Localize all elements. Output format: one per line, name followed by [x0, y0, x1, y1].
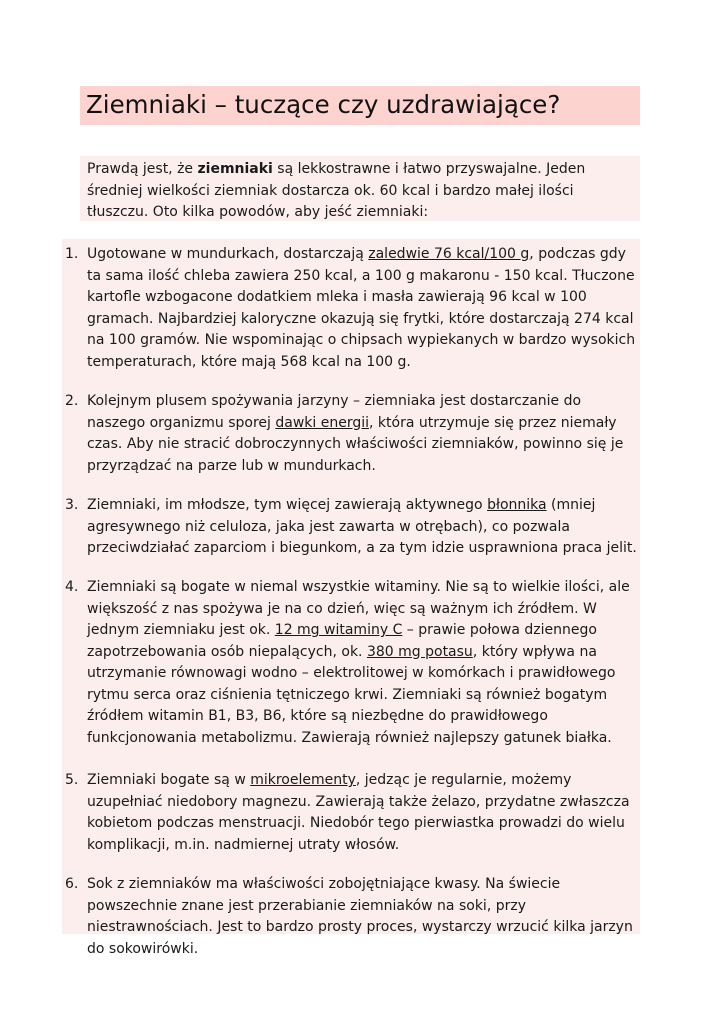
item-text-a: Ziemniaki, im młodsze, tym więcej zawierają aktywnego	[87, 497, 488, 513]
item-text-a: Sok z ziemniaków ma właściwości zobojętniające kwasy. Na świecie powszechnie znane jest przerabianie ziemniaków na soki, przy niestrawnościach. Jest to bardzo prosty proces, wystarczy wrzucić kilka jarzyn do sokowirówki.	[87, 876, 633, 957]
item-text-b: , która utrzymuje się przez niemały czas. Aby nie stracić dobroczynnych właściwości ziemniaków, powinno się je przyrządzać na parze lub w mundurkach.	[87, 414, 624, 474]
list-item-text	[87, 577, 639, 749]
item-text-a: Ugotowane w mundurkach, dostarczają	[87, 246, 369, 262]
list-item-number: 6.	[65, 876, 79, 892]
item-text-b: (mniej agresywnego niż celuloza, jaka jest zawarta w otrębach), co pozwala przeciwdziałać zaparciom i biegunkom, a za tym idzie usprawniona praca jelit.	[87, 497, 637, 556]
list-item-text	[87, 874, 639, 960]
item-text-b: – prawie połowa dziennego zapotrzebowania osób niepalących, ok.	[87, 622, 597, 660]
underlined-phrase: dawki energii	[275, 414, 370, 431]
list-item-number: 5.	[65, 772, 79, 788]
list-item-text	[87, 244, 639, 373]
list-item-number: 3.	[65, 497, 79, 513]
item-text-a: Ziemniaki są bogate w niemal wszystkie witaminy. Nie są to wielkie ilości, ale większość z nas spożywa je na co dzień, więc są ważnym ich źródłem. W jednym ziemniaku jest ok.	[87, 579, 630, 638]
intro-text-end: są lekkostrawne i łatwo przyswajalne. Jeden średniej wielkości ziemniak dostarcza ok. 60 kcal i bardzo małej ilości tłuszczu. Oto kilka powodów, aby jeść ziemniaki:	[87, 161, 586, 220]
item-text-b: , jedząc je regularnie, możemy uzupełniać niedobory magnezu. Zawierają także żelazo, przydatne zwłaszcza kobietom podczas menstruacji. Niedobór tego pierwiastka prowadzi do wielu komplikacji, m.in. nadmiernej utraty włosów.	[87, 772, 630, 853]
list-item-number: 2.	[65, 393, 79, 409]
intro-text-start: Prawdą jest, że	[87, 161, 198, 177]
underlined-phrase: mikroelementy	[250, 772, 356, 788]
list-item-text	[87, 391, 639, 477]
item-text-a: Kolejnym plusem spożywania jarzyny – ziemniaka jest dostarczanie do naszego organizmu sporej	[87, 393, 582, 431]
underlined-phrase: błonnika	[487, 497, 547, 513]
underlined-phrase: zaledwie 76 kcal/100 g	[368, 246, 530, 262]
title-band	[80, 86, 640, 125]
item-text-a: Ziemniaki bogate są w	[87, 772, 251, 788]
underlined-phrase: 12 mg witaminy C	[274, 622, 403, 638]
document-title: Ziemniaki – tuczące czy uzdrawiające?	[86, 90, 561, 119]
list-item-text	[87, 495, 639, 560]
list-item-number: 1.	[65, 246, 79, 262]
intro-band	[80, 156, 640, 221]
item-text-c: , który wpływa na utrzymanie równowagi wodno – elektrolitowej w komórkach i prawidłowego rytmu serca oraz ciśnienia tętniczego krwi. Ziemniaki są również bogatym źródłem witamin B1, B3, B6, które są niezbędne do prawidłowego funkcjonowania metabolizmu. Zawierają również najlepszy gatunek białka.	[87, 643, 616, 746]
list-item-text	[87, 770, 639, 856]
underlined-phrase-2: 380 mg potasu	[366, 643, 473, 660]
intro-bold-word: ziemniaki	[197, 161, 273, 177]
list-item-number: 4.	[65, 579, 79, 595]
item-text-b: , podczas gdy ta sama ilość chleba zawiera 250 kcal, a 100 g makaronu - 150 kcal. Tłuczone kartofle wzbogacone dodatkiem mleka i masła zawierają 96 kcal w 100 gramach. Najbardziej kaloryczne okazują się frytki, które dostarczają 274 kcal na 100 gramów. Nie wspominając o chipsach wypiekanych w bardzo wysokich temperaturach, które mają 568 kcal na 100 g.	[87, 246, 636, 370]
intro-paragraph	[87, 159, 639, 224]
